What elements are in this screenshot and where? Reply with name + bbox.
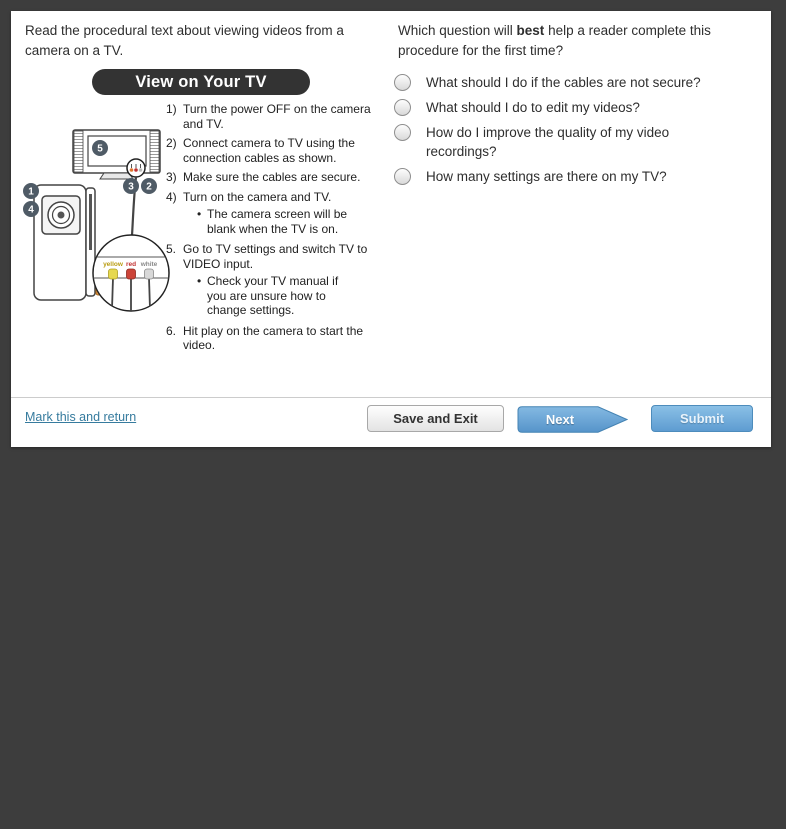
question-bold-word: best [516, 23, 545, 38]
camera-tv-diagram [19, 126, 177, 331]
option-label: How many settings are there on my TV? [426, 169, 667, 184]
answer-option[interactable] [394, 167, 729, 186]
bullet-icon: • [197, 207, 202, 221]
cable-label-red: red [125, 261, 137, 268]
cable-label-white: white [140, 261, 158, 268]
procedure-step [166, 242, 382, 319]
procedure-step [166, 170, 382, 185]
step-text: Go to TV settings and switch TV to VIDEO input. • Check your TV manual if you are unsure how to change settings. [183, 242, 368, 317]
procedure-step [166, 190, 382, 238]
step-text: Turn on the camera and TV. • The camera screen will be blank when the TV is on. [183, 190, 382, 238]
step-marker: 2) [166, 136, 177, 150]
step-marker: 1) [166, 102, 177, 116]
answer-option[interactable] [394, 98, 729, 117]
procedure-substep [197, 274, 359, 318]
procedure-substep [197, 207, 359, 236]
passage-title: View on Your TV [92, 69, 310, 95]
mark-return-link[interactable]: Mark this and return [25, 410, 137, 424]
radio-button[interactable] [394, 99, 411, 116]
footer-divider [11, 397, 771, 398]
answer-option[interactable] [394, 123, 729, 161]
callout-3: 3 [128, 181, 134, 193]
radio-button[interactable] [394, 124, 411, 141]
procedure-steps [166, 102, 382, 358]
radio-button[interactable] [394, 168, 411, 185]
question-prefix: Which question will [398, 23, 517, 38]
tv-port-circle [127, 159, 145, 177]
procedure-step [166, 324, 382, 353]
options-list [394, 73, 729, 192]
radio-button[interactable] [394, 74, 411, 91]
next-button-label: Next [545, 412, 575, 427]
callout-2: 2 [146, 181, 152, 193]
question-suffix: help a reader complete this procedure for the first time? [398, 23, 711, 58]
option-label: How do I improve the quality of my video recordings? [426, 125, 670, 159]
option-label: What should I do to edit my videos? [426, 100, 640, 115]
procedure-step [166, 102, 382, 131]
instruction-text: Read the procedural text about viewing videos from a camera on a TV. [25, 23, 344, 58]
cable-closeup [93, 235, 169, 311]
next-button[interactable] [517, 406, 628, 433]
cable-label-yellow: yellow [103, 261, 123, 268]
option-label: What should I do if the cables are not secure? [426, 75, 701, 90]
save-exit-button[interactable]: Save and Exit [367, 405, 504, 432]
bullet-icon: • [197, 274, 202, 288]
tv-illustration [73, 130, 160, 179]
substep-text: Check your TV manual if you are unsure how to change settings. [207, 274, 339, 317]
answer-option[interactable] [394, 73, 729, 92]
step-marker: 4) [166, 189, 177, 204]
step-marker: 3) [166, 170, 177, 184]
procedure-step [166, 136, 382, 165]
callout-4: 4 [28, 204, 34, 216]
step-text: Hit play on the camera to start the video. [183, 323, 364, 352]
substep-text: The camera screen will be blank when the TV is on. [207, 207, 348, 236]
callout-1: 1 [28, 186, 34, 198]
step-marker: 5. [166, 242, 177, 256]
step-marker: 6. [166, 323, 177, 338]
question-text [398, 21, 750, 61]
question-panel [11, 11, 771, 447]
step-text: Connect camera to TV using the connection cables as shown. [183, 136, 355, 165]
step-text: Make sure the cables are secure. [183, 170, 361, 184]
submit-button[interactable]: Submit [651, 405, 753, 432]
callout-5: 5 [97, 143, 103, 155]
step-text: Turn the power OFF on the camera and TV. [183, 102, 371, 131]
